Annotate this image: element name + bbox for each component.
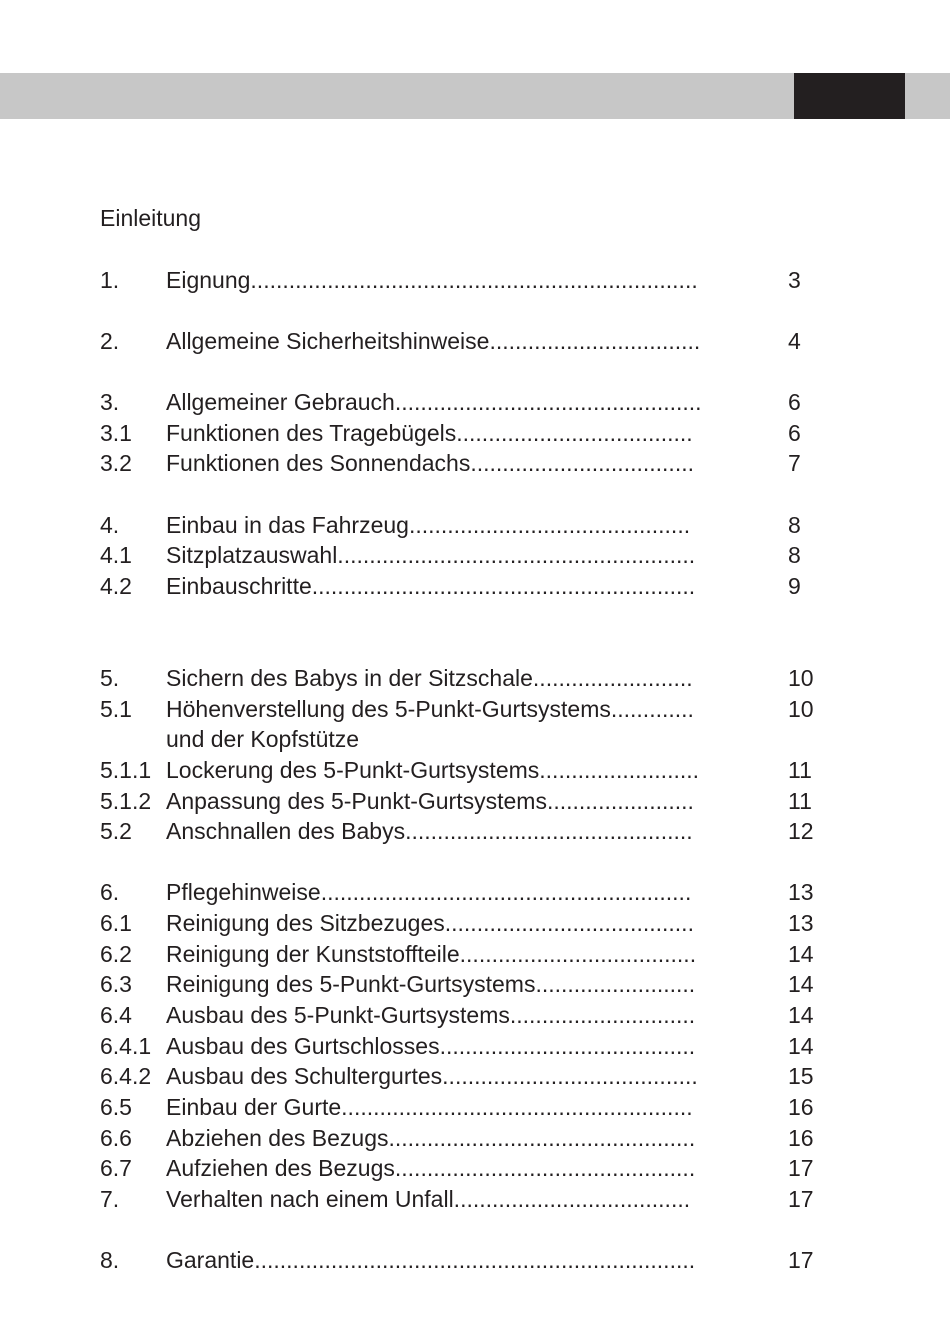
toc-entry-page: 17 <box>788 1247 814 1273</box>
toc-entry-number: 6. <box>100 879 120 905</box>
toc-entry-number: 6.4 <box>100 1002 132 1028</box>
toc-entry <box>0 1031 950 1061</box>
toc-entry-page: 12 <box>788 818 814 844</box>
toc-entry <box>0 1092 950 1122</box>
toc-entry-title: Aufziehen des Bezugs............................................... <box>166 1155 696 1181</box>
toc-entry-number: 2. <box>100 328 120 354</box>
toc-entry-title: Reinigung der Kunststoffteile..................................... <box>166 941 697 967</box>
toc-entry <box>0 969 950 999</box>
toc-entry <box>0 326 950 356</box>
toc-entry <box>0 1153 950 1183</box>
toc-entry-number: 3.2 <box>100 450 132 476</box>
toc-entry-title: Pflegehinweise.......................................................... <box>166 879 692 905</box>
toc-entry-number: 6.1 <box>100 910 132 936</box>
toc-entry <box>0 694 950 724</box>
toc-entry <box>0 908 950 938</box>
toc-entry-page: 11 <box>788 788 812 814</box>
toc-entry-title: Ausbau des Gurtschlosses........................................ <box>166 1033 696 1059</box>
toc-entry <box>0 265 950 295</box>
toc-entry-title: Garantie..................................................................... <box>166 1247 696 1273</box>
toc-entry-number: 4.1 <box>100 542 132 568</box>
toc-entry-title: Lockerung des 5-Punkt-Gurtsystems......................... <box>166 757 700 783</box>
toc-entry-title: Funktionen des Sonnendachs................................... <box>166 450 694 476</box>
toc-entry <box>0 418 950 448</box>
toc-entry-number: 5.1.2 <box>100 788 152 814</box>
toc-entry-title-continuation: und der Kopfstütze <box>166 726 360 752</box>
toc-entry-page: 6 <box>788 420 801 446</box>
toc-entry-title: Einbau der Gurte....................................................... <box>166 1094 693 1120</box>
toc-entry-title: Funktionen des Tragebügels..................................... <box>166 420 693 446</box>
toc-entry <box>0 510 950 540</box>
toc-entry-page: 8 <box>788 542 801 568</box>
toc-entry-title: Reinigung des Sitzbezuges....................................... <box>166 910 694 936</box>
toc-entry <box>0 1123 950 1153</box>
toc-entry <box>0 786 950 816</box>
toc-entry <box>0 1245 950 1275</box>
toc-entry-title: Ausbau des 5-Punkt-Gurtsystems............................. <box>166 1002 696 1028</box>
toc-entry-page: 15 <box>788 1063 814 1089</box>
toc-entry-page: 14 <box>788 971 814 997</box>
toc-entry-page: 4 <box>788 328 801 354</box>
toc-entry-page: 14 <box>788 1033 814 1059</box>
toc-entry-number: 1. <box>100 267 120 293</box>
toc-entry-page: 17 <box>788 1186 814 1212</box>
toc-entry <box>0 1184 950 1214</box>
toc-entry-number: 5. <box>100 665 120 691</box>
toc-entry-title: Allgemeine Sicherheitshinweise................................. <box>166 328 701 354</box>
toc-entry-title: Anpassung des 5-Punkt-Gurtsystems....................... <box>166 788 694 814</box>
toc-entry-number: 6.6 <box>100 1125 132 1151</box>
toc-entry-page: 7 <box>788 450 801 476</box>
toc-entry <box>0 387 950 417</box>
toc-entry-number: 6.7 <box>100 1155 132 1181</box>
toc-entry <box>0 939 950 969</box>
toc-entry-number: 3. <box>100 389 120 415</box>
toc-entry-title: Sichern des Babys in der Sitzschale......................... <box>166 665 693 691</box>
toc-entry-title: Ausbau des Schultergurtes........................................ <box>166 1063 698 1089</box>
toc-entry-page: 9 <box>788 573 801 599</box>
toc-entry-number: 4. <box>100 512 120 538</box>
toc-entry-page: 16 <box>788 1125 814 1151</box>
toc-entry-page: 6 <box>788 389 801 415</box>
toc-entry-page: 8 <box>788 512 801 538</box>
toc-entry-page: 10 <box>788 696 814 722</box>
toc-entry-number: 8. <box>100 1247 120 1273</box>
toc-entry-number: 3.1 <box>100 420 132 446</box>
toc-entry <box>0 1000 950 1030</box>
toc-entry-number: 5.2 <box>100 818 132 844</box>
toc-entry-title: Sitzplatzauswahl........................................................ <box>166 542 696 568</box>
toc-entry-number: 7. <box>100 1186 120 1212</box>
toc-entry-title: Anschnallen des Babys............................................. <box>166 818 693 844</box>
toc-entry-title: Reinigung des 5-Punkt-Gurtsystems......................... <box>166 971 696 997</box>
toc-entry <box>0 448 950 478</box>
toc-entry <box>0 571 950 601</box>
toc-entry-number: 5.1 <box>100 696 132 722</box>
toc-entry-title: Einbau in das Fahrzeug............................................ <box>166 512 691 538</box>
toc-entry <box>0 540 950 570</box>
toc-entry-title: Eignung...................................................................... <box>166 267 698 293</box>
toc-entry-number: 6.4.2 <box>100 1063 152 1089</box>
toc-entry-number: 6.2 <box>100 941 132 967</box>
toc-intro: Einleitung <box>100 205 202 231</box>
toc-entry <box>0 1061 950 1091</box>
toc-entry-title: Höhenverstellung des 5-Punkt-Gurtsystems............. <box>166 696 694 722</box>
toc-entry-title: Abziehen des Bezugs................................................ <box>166 1125 696 1151</box>
toc-entry-number: 4.2 <box>100 573 132 599</box>
toc-entry-page: 17 <box>788 1155 814 1181</box>
toc-entry-number: 6.4.1 <box>100 1033 152 1059</box>
toc-entry-page: 10 <box>788 665 814 691</box>
toc-entry-number: 5.1.1 <box>100 757 152 783</box>
toc-entry <box>0 816 950 846</box>
toc-entry <box>0 877 950 907</box>
toc-entry-page: 11 <box>788 757 812 783</box>
toc-entry-page: 3 <box>788 267 801 293</box>
toc-entry-page: 13 <box>788 879 814 905</box>
toc-entry-page: 14 <box>788 1002 814 1028</box>
toc-entry-title: Verhalten nach einem Unfall..................................... <box>166 1186 691 1212</box>
toc-entry-page: 13 <box>788 910 814 936</box>
toc-entry-page: 16 <box>788 1094 814 1120</box>
toc-entry-number: 6.5 <box>100 1094 132 1120</box>
toc-entry-number: 6.3 <box>100 971 132 997</box>
toc-entry <box>0 755 950 785</box>
toc-entry-page: 14 <box>788 941 814 967</box>
toc-entry-title: Allgemeiner Gebrauch................................................ <box>166 389 702 415</box>
toc-entry <box>0 663 950 693</box>
toc-entry-title: Einbauschritte............................................................ <box>166 573 696 599</box>
